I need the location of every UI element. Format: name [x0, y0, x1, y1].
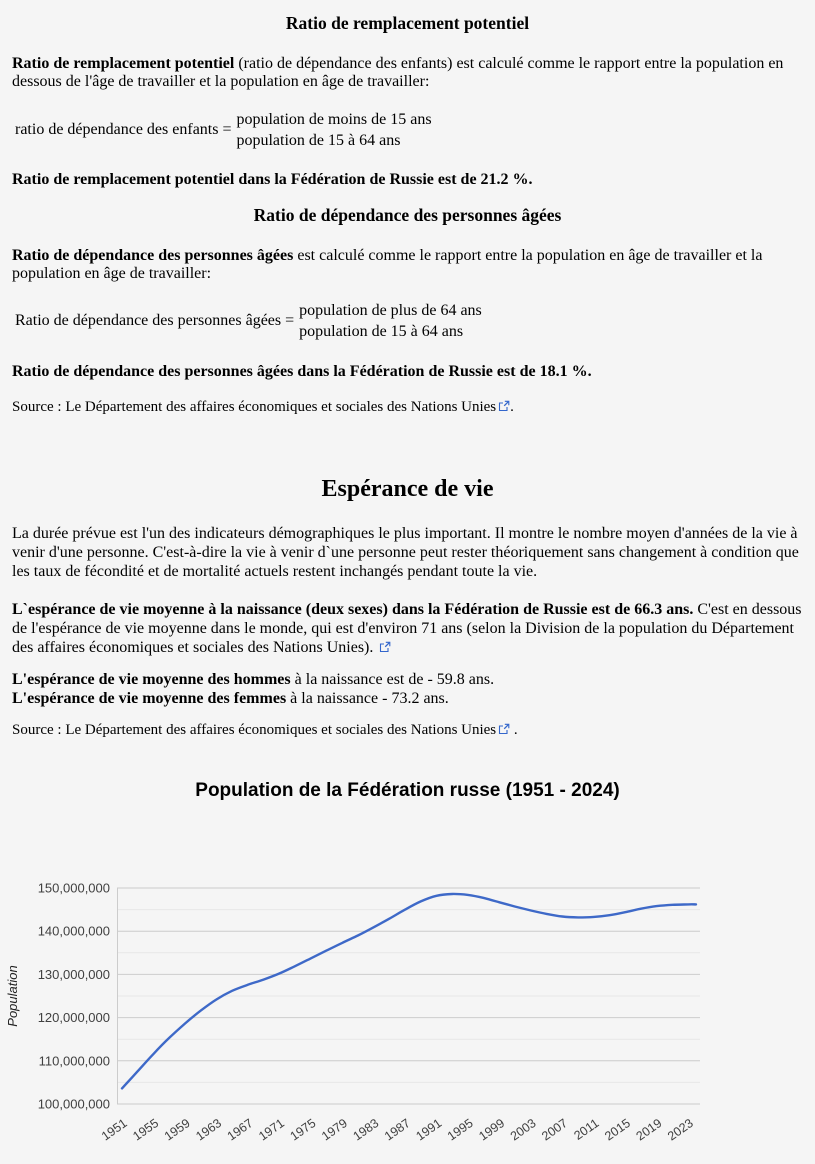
- x-axis-tick-label: 1991: [413, 1115, 445, 1144]
- y-axis-tick-label: 110,000,000: [38, 1053, 110, 1069]
- formula-left-side: Ratio de dépendance des personnes âgées =: [15, 312, 295, 329]
- x-axis-tick-label: 1967: [224, 1115, 256, 1144]
- aged-dependency-intro-text: est calculé comme le rapport entre la population en âge de travailler et la population en âge de travailler:: [12, 247, 763, 282]
- population-chart: [0, 779, 815, 1164]
- source-period: .: [510, 399, 514, 415]
- y-axis-tick-label: 130,000,000: [37, 966, 110, 982]
- formula-numerator: population de moins de 15 ans: [236, 111, 432, 128]
- x-axis-tick-label: 1975: [287, 1115, 319, 1144]
- section-heading-aged-dependency: Ratio de dépendance des personnes âgées: [253, 205, 562, 225]
- population-chart-title: Population de la Fédération russe (1951 - 2024): [195, 780, 620, 801]
- source-line-dependency: [12, 399, 803, 416]
- source-text: Source : Le Département des affaires économiques et sociales des Nations Unies: [12, 722, 497, 738]
- life-expectancy-average-bold: L`espérance de vie moyenne à la naissance (deux sexes) dans la Fédération de Russie est de 66.3 ans.: [12, 601, 694, 618]
- formula-left-side: ratio de dépendance des enfants =: [15, 121, 232, 138]
- x-axis-tick-label: 1959: [161, 1115, 193, 1144]
- population-series-line: [122, 894, 696, 1088]
- women-life-expectancy-line: [12, 689, 803, 708]
- source-period: .: [510, 722, 518, 738]
- x-axis-tick-label: 2019: [633, 1115, 665, 1144]
- replacement-ratio-intro: [12, 55, 803, 91]
- content-column: [0, 13, 815, 739]
- y-axis-tick-label: 140,000,000: [37, 923, 110, 939]
- x-axis-tick-label: 1995: [444, 1115, 476, 1144]
- x-axis-tick-label: 2011: [571, 1115, 602, 1143]
- aged-dependency-result: Ratio de dépendance des personnes âgées dans la Fédération de Russie est de 18.1 %.: [12, 363, 592, 380]
- life-expectancy-average-text: C'est en dessous de l'espérance de vie moyenne dans le monde, qui est d'environ 71 ans (selon la Division de la population du Département des affaires économiques et sociales des Nations Unies).: [12, 601, 802, 656]
- replacement-ratio-intro-bold: Ratio de remplacement potentiel: [12, 55, 235, 72]
- x-axis-tick-label: 1987: [381, 1115, 413, 1144]
- women-life-expectancy-bold: L'espérance de vie moyenne des femmes: [12, 690, 287, 707]
- men-life-expectancy-bold: L'espérance de vie moyenne des hommes: [12, 671, 291, 688]
- external-link-icon[interactable]: [379, 641, 391, 653]
- x-axis-tick-label: 2023: [665, 1115, 696, 1144]
- section-heading-life-expectancy: Espérance de vie: [321, 476, 494, 502]
- external-link-icon[interactable]: [498, 723, 510, 735]
- x-axis-tick-label: 2015: [602, 1115, 633, 1144]
- replacement-ratio-result: Ratio de remplacement potentiel dans la Fédération de Russie est de 21.2 %.: [12, 171, 533, 188]
- aged-dependency-intro-bold: Ratio de dépendance des personnes âgées: [12, 247, 294, 264]
- formula-fraction: [299, 300, 482, 342]
- x-axis-tick-label: 1983: [350, 1115, 382, 1144]
- aged-dependency-intro: [12, 247, 803, 283]
- x-axis-tick-label: 1951: [98, 1115, 130, 1144]
- y-axis-tick-label: 150,000,000: [37, 880, 110, 896]
- formula-numerator: population de plus de 64 ans: [299, 302, 482, 319]
- source-text: Source : Le Département des affaires économiques et sociales des Nations Unies: [12, 399, 497, 415]
- population-chart-plot: [0, 807, 815, 1164]
- y-axis-tick-label: 100,000,000: [37, 1096, 110, 1112]
- x-axis-tick-label: 2003: [507, 1115, 539, 1144]
- source-line-life-expectancy: [12, 722, 803, 739]
- x-axis-tick-label: 1963: [193, 1115, 225, 1144]
- women-life-expectancy-text: à la naissance - 73.2 ans.: [286, 690, 449, 707]
- x-axis-tick-label: 1999: [476, 1115, 508, 1144]
- formula-fraction: [236, 109, 431, 151]
- men-life-expectancy-line: [12, 670, 803, 689]
- aged-dependency-formula: [12, 300, 803, 342]
- x-axis-tick-label: 1979: [319, 1115, 350, 1144]
- replacement-ratio-intro-text: (ratio de dépendance des enfants) est calculé comme le rapport entre la population en dessous de l'âge de travailler et la population en âge de travailler:: [12, 55, 784, 90]
- life-expectancy-average: [12, 600, 803, 657]
- y-axis-title: Population: [5, 965, 20, 1027]
- y-axis-tick-label: 120,000,000: [37, 1010, 110, 1026]
- external-link-icon[interactable]: [498, 400, 510, 412]
- formula-denominator: population de 15 à 64 ans: [299, 323, 464, 340]
- x-axis-tick-label: 1955: [130, 1115, 162, 1144]
- men-life-expectancy-text: à la naissance est de - 59.8 ans.: [290, 671, 495, 688]
- formula-denominator: population de 15 à 64 ans: [236, 132, 401, 149]
- children-dependency-formula: [12, 109, 803, 151]
- section-heading-replacement-ratio: Ratio de remplacement potentiel: [285, 13, 530, 33]
- life-expectancy-by-sex: [12, 670, 803, 708]
- x-axis-tick-label: 2007: [539, 1115, 571, 1144]
- x-axis-tick-label: 1971: [256, 1115, 287, 1144]
- life-expectancy-paragraph: La durée prévue est l'un des indicateurs démographiques le plus important. Il montre le nombre moyen d'années de la vie à venir d'une personne. C'est-à-dire la vie à venir d`une personne peut rester théoriquement sans changement à condition que les taux de fécondité et de mortalité actuels restent inchangés pendant toute la vie.: [12, 525, 799, 580]
